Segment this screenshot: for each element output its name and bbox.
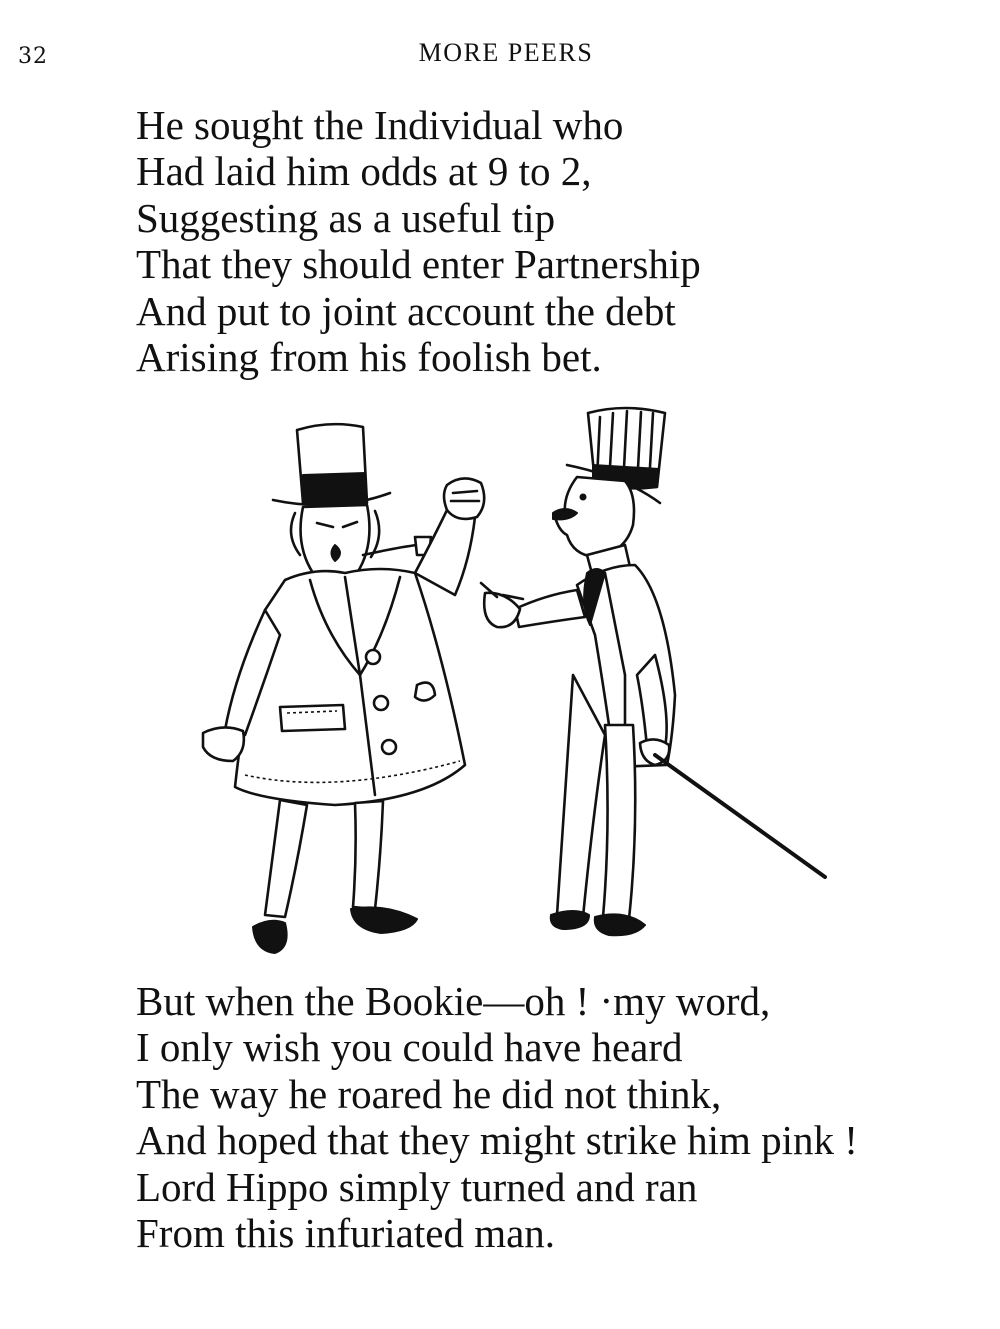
verse-line: And hoped that they might strike him pink ! bbox=[136, 1117, 858, 1164]
stanza-1 bbox=[136, 102, 701, 380]
verse-line: Had laid him odds at 9 to 2, bbox=[136, 148, 592, 195]
verse-line: And put to joint account the debt bbox=[136, 287, 676, 334]
verse-line: From this infuriated man. bbox=[136, 1210, 556, 1257]
verse-line: I only wish you could have heard bbox=[136, 1024, 683, 1071]
verse-line: The way he roared he did not think, bbox=[136, 1070, 722, 1117]
running-title: MORE PEERS bbox=[418, 38, 594, 67]
stanza-2 bbox=[136, 978, 858, 1256]
lord-hippo-figure bbox=[481, 408, 825, 935]
bookie-figure bbox=[203, 424, 484, 953]
verse-line: That they should enter Partnership bbox=[136, 241, 701, 288]
verse-line: Suggesting as a useful tip bbox=[136, 194, 556, 241]
verse-line: Arising from his foolish bet. bbox=[136, 334, 602, 381]
verse-line: He sought the Individual who bbox=[136, 102, 624, 148]
verse-line: Lord Hippo simply turned and ran bbox=[136, 1163, 698, 1210]
page-number: 32 bbox=[18, 44, 48, 69]
verse-line: But when the Bookie—oh ! ·my word, bbox=[136, 978, 771, 1024]
illustration bbox=[185, 395, 835, 965]
